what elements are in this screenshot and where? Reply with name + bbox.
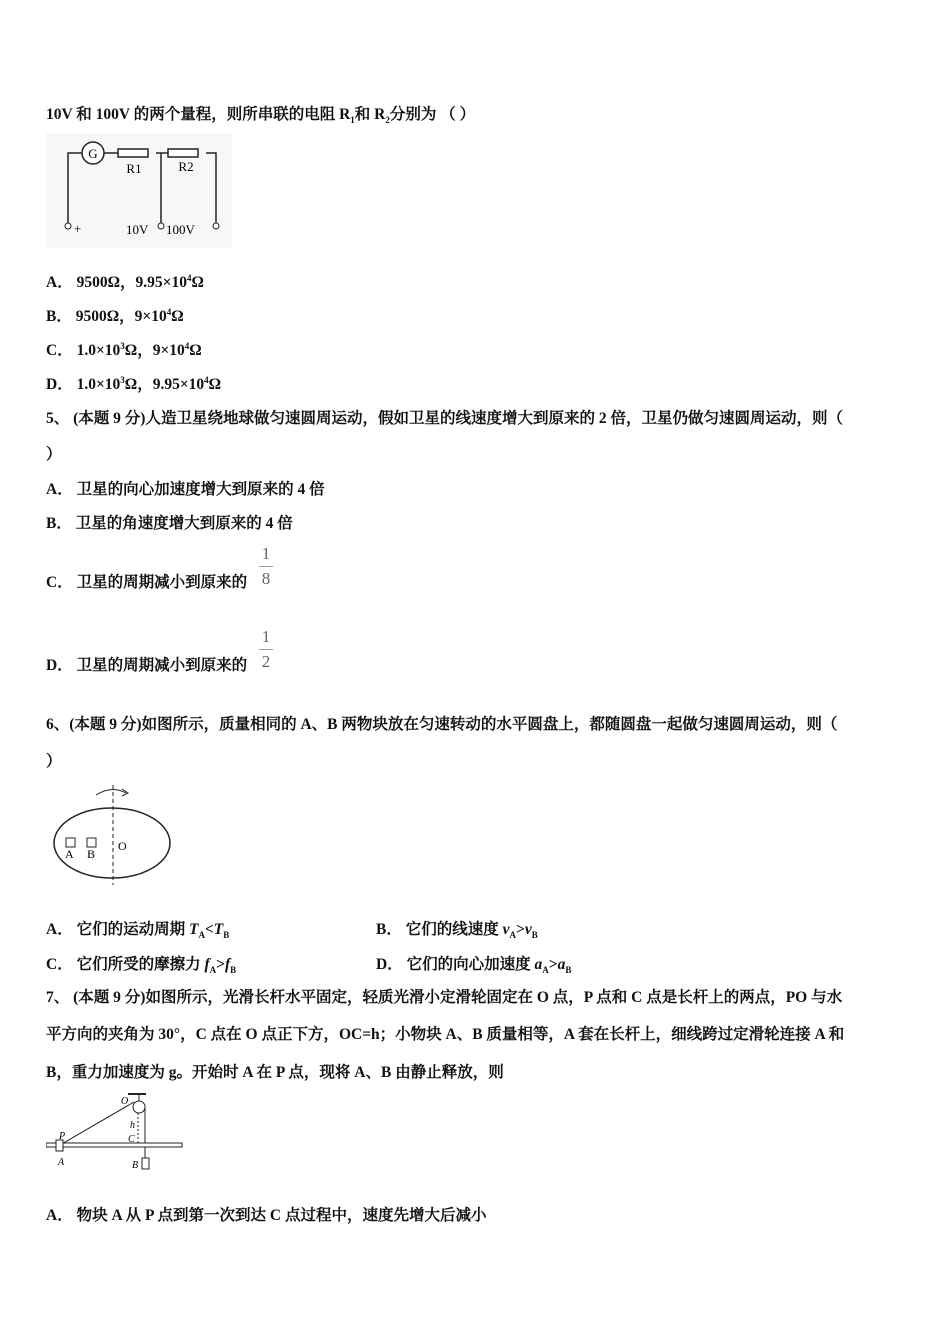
svg-text:R2: R2 xyxy=(178,159,194,174)
svg-text:B: B xyxy=(132,1160,139,1171)
svg-text:10V: 10V xyxy=(126,222,149,237)
q4-option-d[interactable]: D． $1.0\times 10^3\Omega$，$9.95\times 10^4\Omega$ xyxy=(46,374,222,393)
q5-stem-end: ） xyxy=(46,446,62,463)
svg-text:C: C xyxy=(128,1134,135,1145)
svg-text:R1: R1 xyxy=(126,161,142,176)
q5-stem: 5、 (本题 9 分)人造卫星绕地球做匀速圆周运动，假如卫星的线速度增大到原来的 2 倍，卫星仍做匀速圆周运动，则（ xyxy=(46,410,843,427)
q4-option-b[interactable]: B． 9500Ω，$9\times 10^4\Omega$ xyxy=(46,306,184,325)
q5-option-a[interactable]: A． 卫星的向心加速度增大到原来的 4 倍 xyxy=(46,481,325,498)
svg-text:G: G xyxy=(88,146,98,161)
q5-option-b[interactable]: B． 卫星的角速度增大到原来的 4 倍 xyxy=(46,515,293,532)
svg-text:O: O xyxy=(121,1096,129,1107)
svg-text:P: P xyxy=(59,1131,66,1142)
svg-text:h: h xyxy=(130,1120,135,1131)
svg-text:A: A xyxy=(58,1157,65,1168)
q7-stem-line1: 7、 (本题 9 分)如图所示，光滑长杆水平固定，轻质光滑小定滑轮固定在 O 点，P 点和 C 点是长杆上的两点，PO 与水 xyxy=(46,989,843,1006)
svg-text:+: + xyxy=(74,221,82,236)
fraction-one-eighth: 1 8 xyxy=(259,544,273,589)
q4-option-c[interactable]: C． $1.0\times 10^3\Omega$，$9\times 10^4\Omega$ xyxy=(46,340,202,359)
q5-option-d[interactable]: D． 卫星的周期减小到原来的 xyxy=(46,657,248,674)
q6-option-a[interactable]: A． 它们的运动周期 $T_A<T_B$ xyxy=(46,921,230,941)
q4-stem: 10V 和 100V 的两个量程，则所串联的电阻 $R_1$和 $R_2$分别为 （ ） xyxy=(46,106,476,126)
q6-option-b[interactable]: B． 它们的线速度 $v_A>v_B$ xyxy=(376,921,538,941)
q7-stem-line2: 平方向的夹角为 30°，C 点在 O 点正下方，OC=h；小物块 A、B 质量相等，A 套在长杆上，细线跨过定滑轮连接 A 和 xyxy=(46,1026,845,1043)
svg-text:100V: 100V xyxy=(166,222,195,237)
q6-option-c[interactable]: C． 它们所受的摩擦力 $f_A>f_B$ xyxy=(46,956,237,976)
q6-disc-figure xyxy=(50,783,175,888)
q6-stem: 6、(本题 9 分)如图所示，质量相同的 A、B 两物块放在匀速转动的水平圆盘上，都随圆盘一起做匀速圆周运动，则（ xyxy=(46,716,838,733)
q7-stem-line3: B，重力加速度为 g。开始时 A 在 P 点，现将 A、B 由静止释放，则 xyxy=(46,1064,504,1081)
svg-text:B: B xyxy=(87,847,96,861)
q5-option-c[interactable]: C． 卫星的周期减小到原来的 xyxy=(46,574,248,591)
q6-option-d[interactable]: D． 它们的向心加速度 $a_A>a_B$ xyxy=(376,956,572,976)
q4-circuit-figure xyxy=(46,133,232,248)
fraction-one-half: 1 2 xyxy=(259,627,273,672)
q6-stem-end: ） xyxy=(46,753,62,770)
q4-option-a[interactable]: A． 9500Ω，$9.95\times 10^4\Omega$ xyxy=(46,272,204,291)
q7-pulley-figure xyxy=(46,1090,186,1175)
q7-option-a[interactable]: A． 物块 A 从 P 点到第一次到达 C 点过程中，速度先增大后减小 xyxy=(46,1207,487,1224)
svg-text:A: A xyxy=(65,847,74,861)
svg-text:O: O xyxy=(118,839,127,853)
